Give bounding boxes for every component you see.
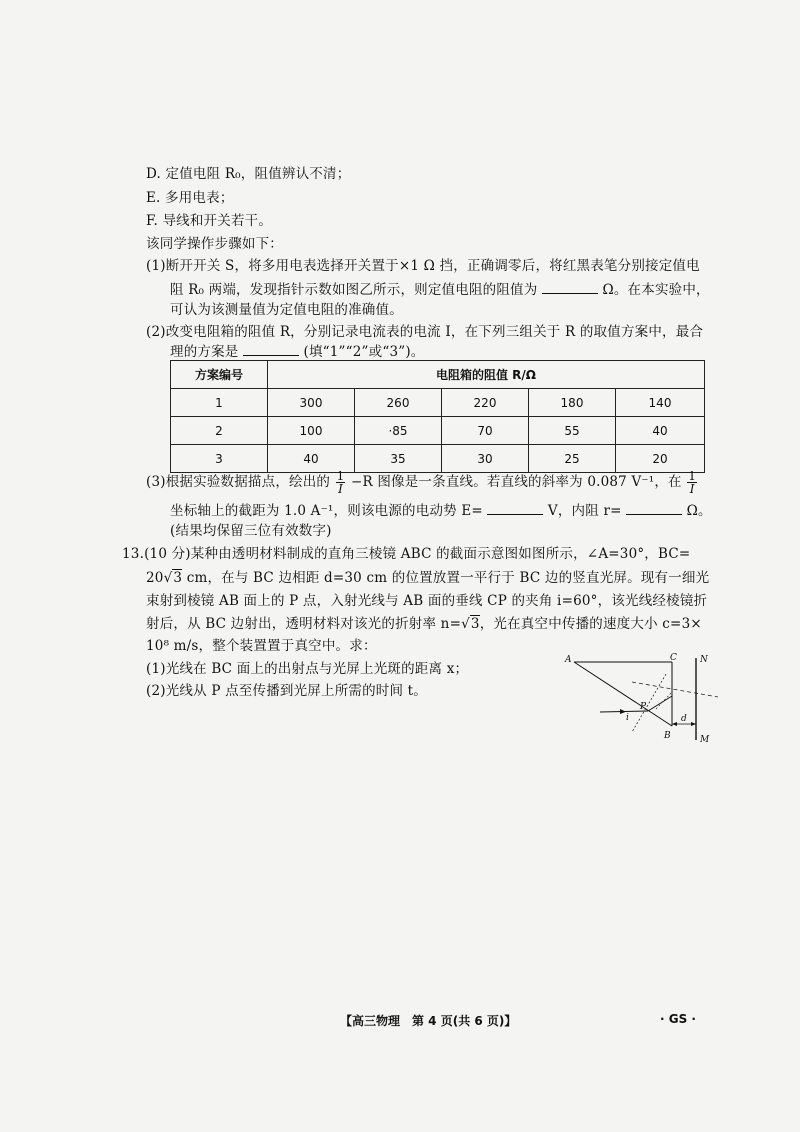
- table-row: [171, 389, 705, 417]
- table-row: [171, 417, 705, 445]
- resistance-value: 30: [442, 445, 529, 473]
- label-a: A: [565, 655, 572, 665]
- sqrt-radicand: 3: [470, 616, 480, 632]
- sqrt-sign: √: [461, 616, 470, 632]
- q13-line4: [146, 615, 702, 633]
- resistance-value: 300: [268, 389, 355, 417]
- label-c: C: [670, 653, 677, 663]
- step1-text-a: 阻 R₀ 两端，发现指针示数如图乙所示，则定值电阻的阻值为: [170, 282, 538, 298]
- header-resistance-values: 电阻箱的阻值 R/Ω: [268, 361, 705, 389]
- step1-line2: [170, 279, 710, 299]
- resistance-value: 180: [529, 389, 616, 417]
- q13-text-a: 20: [146, 570, 164, 586]
- step1-line1: (1)断开开关 S，将多用电表选择开关置于×1 Ω 挡，正确调零后，将红黑表笔分别接定值电: [146, 258, 700, 274]
- fraction-numerator: 1: [688, 469, 697, 483]
- dashed-guide: [632, 682, 718, 697]
- internal-resistance-answer-blank[interactable]: [626, 500, 682, 515]
- procedure-intro: 该同学操作步骤如下：: [146, 236, 283, 252]
- resistance-value: 40: [616, 417, 705, 445]
- scheme-answer-blank[interactable]: [243, 341, 299, 356]
- d-arrow-right: [691, 722, 696, 726]
- step3-text-c: Ω。: [686, 503, 712, 519]
- q13-text-b: ，光在真空中传播的速度大小 c=3×: [479, 616, 702, 632]
- fraction-numerator: 1: [336, 469, 345, 483]
- d-arrow-left: [672, 722, 677, 726]
- step1-line3: 可认为该测量值为定值电阻的准确值。: [170, 302, 403, 318]
- label-m: M: [700, 735, 710, 745]
- step2-line1: (2)改变电阻箱的阻值 R，分别记录电流表的电流 I，在下列三组关于 R 的取值方案中，最合: [146, 324, 704, 340]
- resistance-value: 40: [268, 445, 355, 473]
- resistance-value: 55: [529, 417, 616, 445]
- prism-diagram: [560, 652, 730, 747]
- label-i: i: [626, 713, 629, 723]
- resistance-value: 100: [268, 417, 355, 445]
- q13-line1: 13.(10 分)某种由透明材料制成的直角三棱镜 ABC 的截面示意图如图所示，∠A=30°，BC=: [122, 546, 691, 562]
- table-row: [171, 445, 705, 473]
- q13-line5: 10⁸ m/s，整个装置置于真空中。求：: [146, 638, 377, 654]
- q13-sub2: (2)光线从 P 点至传播到光屏上所需的时间 t。: [146, 683, 428, 699]
- q13-line3: 束射到棱镜 AB 面上的 P 点，入射光线与 AB 面的垂线 CP 的夹角 i=60°，该光线经棱镜折: [146, 593, 708, 609]
- step2-text-a: 理的方案是: [170, 344, 239, 360]
- fraction-one-over-i: [336, 470, 346, 495]
- item-e: E. 多用电表；: [146, 190, 234, 206]
- header-scheme-number: 方案编号: [171, 361, 268, 389]
- sqrt-sign: √: [163, 570, 173, 586]
- q13-text-b: cm，在与 BC 边相距 d=30 cm 的位置放置一平行于 BC 边的竖直光屏。现有一细光: [182, 570, 710, 586]
- table-header-row: [171, 361, 705, 389]
- emf-answer-blank[interactable]: [487, 500, 543, 515]
- label-b: B: [664, 731, 671, 741]
- scheme-id: 3: [171, 445, 268, 473]
- resistance-value: ·85: [355, 417, 442, 445]
- resistance-value: 140: [616, 389, 705, 417]
- fraction-one-over-i: [687, 470, 697, 495]
- resistance-value: 35: [355, 445, 442, 473]
- q13-text-a: 射后，从 BC 边射出，透明材料对该光的折射率 n=: [146, 616, 462, 632]
- step3-prefix: (3)根据实验数据描点，绘出的: [146, 474, 331, 490]
- label-p: P: [640, 702, 647, 712]
- q13-line2: [146, 569, 709, 587]
- step2-line2: [170, 341, 425, 361]
- label-n: N: [700, 655, 708, 665]
- step3-line2: [170, 500, 712, 520]
- footer-code: · GS ·: [660, 1012, 696, 1026]
- label-d: d: [681, 714, 687, 724]
- resistance-value: 260: [355, 389, 442, 417]
- resistance-value: 70: [442, 417, 529, 445]
- step3-text-a: 坐标轴上的截距为 1.0 A⁻¹，则该电源的电动势 E=: [170, 503, 483, 519]
- resistance-value: 25: [529, 445, 616, 473]
- item-f: F. 导线和开关若干。: [146, 213, 273, 229]
- resistance-answer-blank[interactable]: [542, 279, 598, 294]
- footer-page-info: 【高三物理 第 4 页(共 6 页)】: [340, 1014, 517, 1028]
- step3-mid: −R 图像是一条直线。若直线的斜率为 0.087 V⁻¹，在: [350, 474, 682, 490]
- fraction-denominator: I: [689, 482, 695, 496]
- resistance-value: 20: [616, 445, 705, 473]
- item-d: D. 定值电阻 R₀，阻值辨认不清；: [146, 166, 351, 182]
- sqrt-radicand: 3: [173, 570, 183, 586]
- q13-sub1: (1)光线在 BC 面上的出射点与光屏上光斑的距离 x；: [146, 661, 469, 677]
- prism-edge-ab: [574, 662, 672, 726]
- step2-text-b: (填“1”“2”或“3”)。: [303, 344, 425, 360]
- resistance-value: 220: [442, 389, 529, 417]
- fraction-denominator: I: [338, 482, 344, 496]
- step3-line3: (结果均保留三位有效数字): [170, 523, 332, 539]
- scheme-id: 2: [171, 417, 268, 445]
- step3-text-b: V，内阻 r=: [547, 503, 622, 519]
- step1-text-b: Ω。在本实验中，: [602, 282, 710, 298]
- resistance-scheme-table: [170, 360, 705, 473]
- scheme-id: 1: [171, 389, 268, 417]
- step3-line1: [146, 470, 698, 495]
